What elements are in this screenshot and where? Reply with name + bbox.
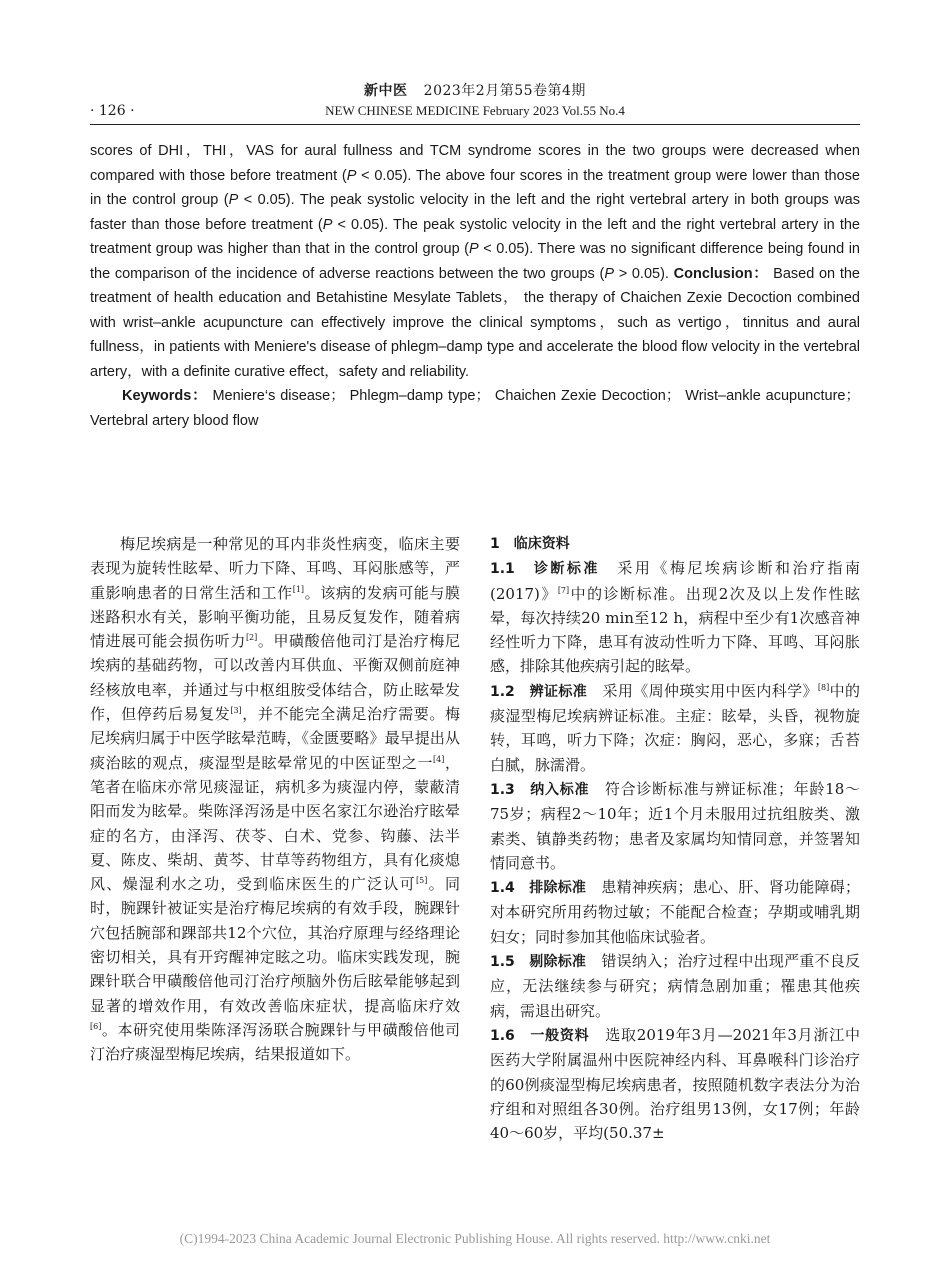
subsection-text: 中的痰湿型梅尼埃病辨证标准。主症：眩晕，头昏，视物旋转，耳鸣，听力下降；次症：胸闷，恶心，多寐；舌苔白腻，脉濡滑。 <box>490 681 860 774</box>
abstract-text: scores of DHI，THI，VAS for aural fullness and TCM syndrome scores in the two groups were decreased when compared with those before treatment ( <box>90 143 860 184</box>
subsection-text: 采用《梅尼埃病诊断和治疗指南(2017)》 <box>490 559 860 603</box>
subsection-text: 患精神疾病；患心、肝、肾功能障碍；对本研究所用药物过敏；不能配合检查；孕期或哺乳期妇女；同时参加其他临床试验者。 <box>490 878 860 946</box>
header-divider <box>90 124 860 125</box>
intro-text: 梅尼埃病是一种常见的耳内非炎性病变，临床主要表现为旋转性眩晕、听力下降、耳鸣、耳闷胀感等，严重影响患者的日常生活和工作 <box>90 535 460 602</box>
abstract-text: > 0.05). <box>613 265 674 282</box>
subsection-text: 采用《周仲瑛实用中医内科学》 <box>587 681 818 700</box>
p-symbol: P <box>322 216 333 233</box>
abstract-text: < 0.05). The peak systolic velocity in the left and the right vertebral artery in the treatment group was higher than that in the control group ( <box>90 216 860 257</box>
citation-ref: [2] <box>245 633 258 643</box>
subsection-general-data <box>490 1023 860 1145</box>
subsection-text: 符合诊断标准与辨证标准；年龄18～75岁；病程2～10年；近1个月未服用过抗组胺类、激素类、镇静类药物；患者及家属均知情同意，并签署知情同意书。 <box>490 779 860 872</box>
p-symbol: P <box>469 241 479 257</box>
abstract-results-paragraph <box>90 139 860 384</box>
subsection-text: 中的诊断标准。出现2次及以上发作性眩晕，每次持续20 min至12 h，病程中至少有1次感音神经性听力下降，患耳有波动性听力下降、耳鸣、耳闷胀感，排除其他疾病引起的眩晕。 <box>490 584 860 676</box>
subsection-title: 1.1 诊断标准 <box>490 561 600 578</box>
intro-text: ，并不能完全满足治疗需要。梅尼埃病归属于中医学眩晕范畴，《金匮要略》最早提出从痰治眩的观点，痰湿型是眩晕常见的中医证型之一 <box>90 705 460 772</box>
conclusion-label: Conclusion： <box>673 265 769 282</box>
conclusion-text: Based on the treatment of health education and Betahistine Mesylate Tablets， the therapy of Chaichen Zexie Decoction combined with wrist–ankle acupuncture can effectively improve the clinical symptoms，such as vertigo，tinnitus and aural fullness，in patients with Meniere's disease of phlegm–damp type and accelerate the blood flow velocity in the vertebral artery，with a definite curative effect，safety and reliability. <box>90 265 860 380</box>
journal-name-cn: 新中医 <box>364 83 408 99</box>
p-symbol: P <box>346 167 357 184</box>
subsection-removal-criteria <box>490 949 860 1023</box>
body-right-column <box>490 532 860 1145</box>
journal-header-cn <box>0 80 950 100</box>
subsection-exclusion-criteria <box>490 875 860 949</box>
page-number: · 126 · <box>90 103 135 119</box>
citation-ref: [1] <box>292 584 305 594</box>
copyright-footer: (C)1994-2023 China Academic Journal Electronic Publishing House. All rights reserved. http://www.cnki.net <box>179 1231 771 1246</box>
intro-text: ，笔者在临床亦常见痰湿证，病机多为痰湿内停，蒙蔽清阳而发为眩晕。柴陈泽泻汤是中医名家江尔逊治疗眩晕症的名方，由泽泻、茯苓、白术、党参、钩藤、法半夏、陈皮、柴胡、黄芩、甘草等药物组方，具有化痰熄风、燥湿利水之功，受到临床医生的广泛认可 <box>90 753 460 894</box>
subsection-title: 1.4 排除标准 <box>490 880 587 897</box>
subsection-text: 错误纳入；治疗过程中出现严重不良反应，无法继续参与研究；病情急剧加重；罹患其他疾病，需退出研究。 <box>490 952 860 1020</box>
subsection-syndrome-criteria <box>490 679 860 777</box>
journal-header-en: NEW CHINESE MEDICINE February 2023 Vol.55 No.4 <box>325 103 625 118</box>
citation-ref: [3] <box>230 706 242 716</box>
abstract-text: < 0.05). The peak systolic velocity in the left and the right vertebral artery in both groups was faster than those before treatment ( <box>90 192 860 233</box>
abstract-text: < 0.05). The above four scores in the treatment group were lower than those in the control group ( <box>90 167 860 208</box>
citation-ref: [4] <box>433 754 445 764</box>
subsection-diagnostic-criteria <box>490 556 860 678</box>
intro-text: 。该病的发病可能与膜迷路积水有关，影响平衡功能，且易反复发作，随着病情进展可能会损伤听力 <box>90 583 460 651</box>
journal-issue-cn: 2023年2月第55卷第4期 <box>423 83 586 99</box>
english-abstract <box>90 139 860 433</box>
subsection-title: 1.6 一般资料 <box>490 1027 590 1044</box>
citation-ref: [8] <box>817 682 830 692</box>
citation-ref: [6] <box>90 1021 102 1031</box>
p-symbol: P <box>604 265 614 282</box>
section-heading-clinical-data: 1 临床资料 <box>490 536 570 552</box>
subsection-inclusion-criteria <box>490 777 860 875</box>
keywords-paragraph <box>90 384 860 433</box>
subsection-title: 1.2 辨证标准 <box>490 683 588 700</box>
subsection-title: 1.3 纳入标准 <box>490 781 590 798</box>
body-left-column <box>90 532 460 1067</box>
keywords-text: Meniere‘s disease； Phlegm–damp type； Chaichen Zexie Decoction； Wrist–ankle acupuncture；Vertebral artery blood flow <box>90 388 860 429</box>
subsection-text: 选取2019年3月—2021年3月浙江中医药大学附属温州中医院神经内科、耳鼻喉科门诊治疗的60例痰湿型梅尼埃病患者，按照随机数字表法分为治疗组和对照组各30例。治疗组男13例，女17例；年龄40～60岁，平均(50.37± <box>490 1025 860 1143</box>
abstract-text: < 0.05). There was no significant difference being found in the comparison of the incidence of adverse reactions between the two groups ( <box>90 241 861 282</box>
subsection-title: 1.5 剔除标准 <box>490 954 587 971</box>
p-symbol: P <box>228 192 239 208</box>
citation-ref: [7] <box>557 585 570 595</box>
keywords-label: Keywords： <box>122 388 208 404</box>
intro-text: 。甲磺酸倍他司汀是治疗梅尼埃病的基础药物，可以改善内耳供血、平衡双侧前庭神经核放电率，并通过与中枢组胺受体结合，防止眩晕发作，但停药后易复发 <box>90 632 460 724</box>
introduction-paragraph <box>90 532 460 1067</box>
citation-ref: [5] <box>416 876 428 886</box>
intro-text: 。本研究使用柴陈泽泻汤联合腕踝针与甲磺酸倍他司汀治疗痰湿型梅尼埃病，结果报道如下。 <box>90 1020 460 1064</box>
intro-text: 。同时，腕踝针被证实是治疗梅尼埃病的有效手段，腕踝针穴包括腕部和踝部共12个穴位，其治疗原理与经络理论密切相关，具有开窍醒神定眩之功。临床实践发现，腕踝针联合甲磺酸倍他司汀治疗颅脑外伤后眩晕能够起到显著的增效作用，有效改善临床症状，提高临床疗效 <box>90 875 460 1015</box>
